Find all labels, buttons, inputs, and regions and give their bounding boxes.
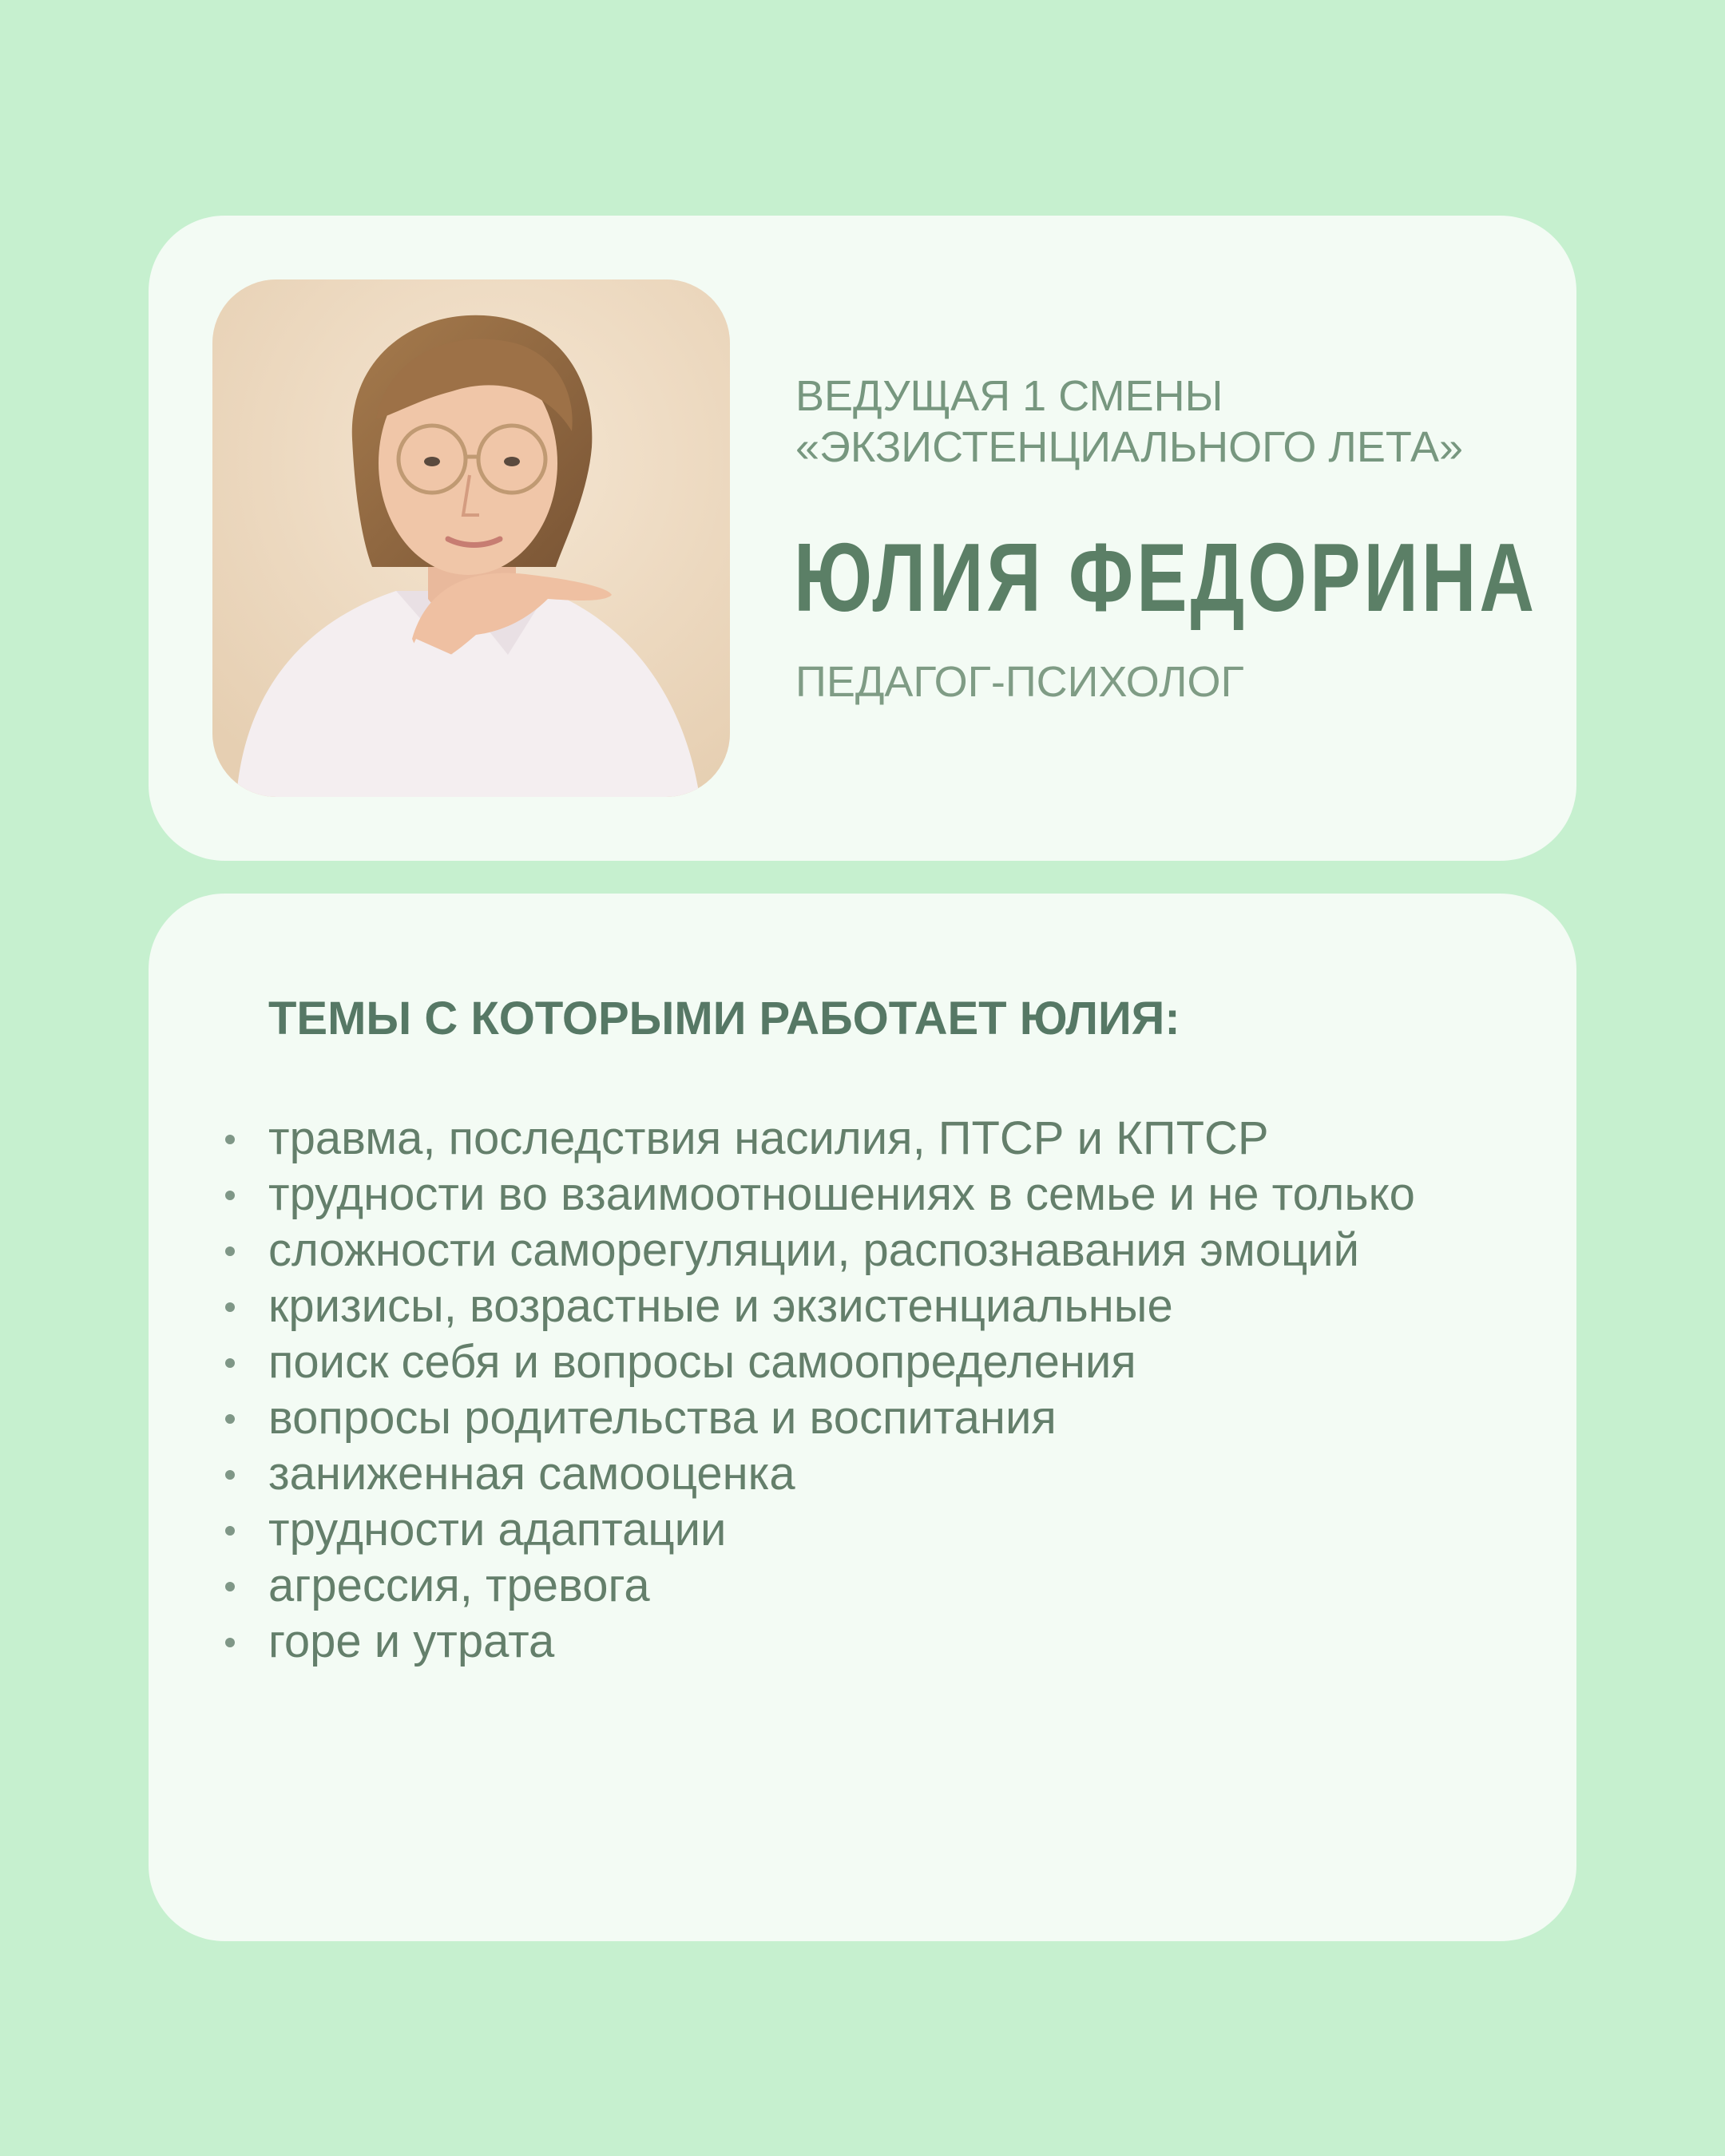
- list-item: [225, 1278, 1415, 1334]
- profession-label: ПЕДАГОГ-ПСИХОЛОГ: [795, 658, 1244, 706]
- event-subtitle-line2: «ЭКЗИСТЕНЦИАЛЬНОГО ЛЕТА»: [795, 423, 1464, 471]
- list-item-label: горе и утрата: [268, 1615, 555, 1667]
- list-item: [225, 1558, 1415, 1614]
- list-item-label: трудности адаптации: [268, 1504, 727, 1556]
- event-subtitle: [795, 371, 1530, 473]
- bullet-icon: [225, 1191, 235, 1200]
- topics-heading: ТЕМЫ С КОТОРЫМИ РАБОТАЕТ ЮЛИЯ:: [268, 993, 1180, 1044]
- list-item-label: сложности саморегуляции, распознавания эмоций: [268, 1224, 1360, 1276]
- portrait-photo: [212, 279, 730, 797]
- bullet-icon: [225, 1470, 235, 1480]
- topics-list: [225, 1111, 1415, 1670]
- bullet-icon: [225, 1414, 235, 1424]
- list-item-label: травма, последствия насилия, ПТСР и КПТСР: [268, 1112, 1269, 1164]
- list-item: [225, 1167, 1415, 1223]
- portrait-photo-icon: [212, 279, 730, 797]
- list-item-label: агрессия, тревога: [268, 1560, 650, 1611]
- topics-card: [149, 894, 1576, 1941]
- list-item: [225, 1614, 1415, 1670]
- bullet-icon: [225, 1135, 235, 1144]
- list-item-label: вопросы родительства и воспитания: [268, 1392, 1057, 1444]
- bullet-icon: [225, 1246, 235, 1256]
- profile-card: [149, 216, 1576, 861]
- list-item: [225, 1334, 1415, 1390]
- list-item: [225, 1111, 1415, 1167]
- list-item: [225, 1502, 1415, 1558]
- bullet-icon: [225, 1302, 235, 1312]
- bullet-icon: [225, 1358, 235, 1368]
- bullet-icon: [225, 1526, 235, 1536]
- list-item-label: заниженная самооценка: [268, 1448, 795, 1500]
- list-item: [225, 1223, 1415, 1278]
- person-name: ЮЛИЯ ФЕДОРИНА: [794, 523, 1538, 632]
- event-subtitle-line1: ВЕДУЩАЯ 1 СМЕНЫ: [795, 372, 1223, 420]
- bullet-icon: [225, 1582, 235, 1591]
- bullet-icon: [225, 1638, 235, 1647]
- list-item-label: кризисы, возрастные и экзистенциальные: [268, 1280, 1173, 1332]
- list-item: [225, 1446, 1415, 1502]
- list-item-label: трудности во взаимоотношениях в семье и не только: [268, 1168, 1415, 1220]
- list-item-label: поиск себя и вопросы самоопределения: [268, 1336, 1136, 1388]
- list-item: [225, 1390, 1415, 1446]
